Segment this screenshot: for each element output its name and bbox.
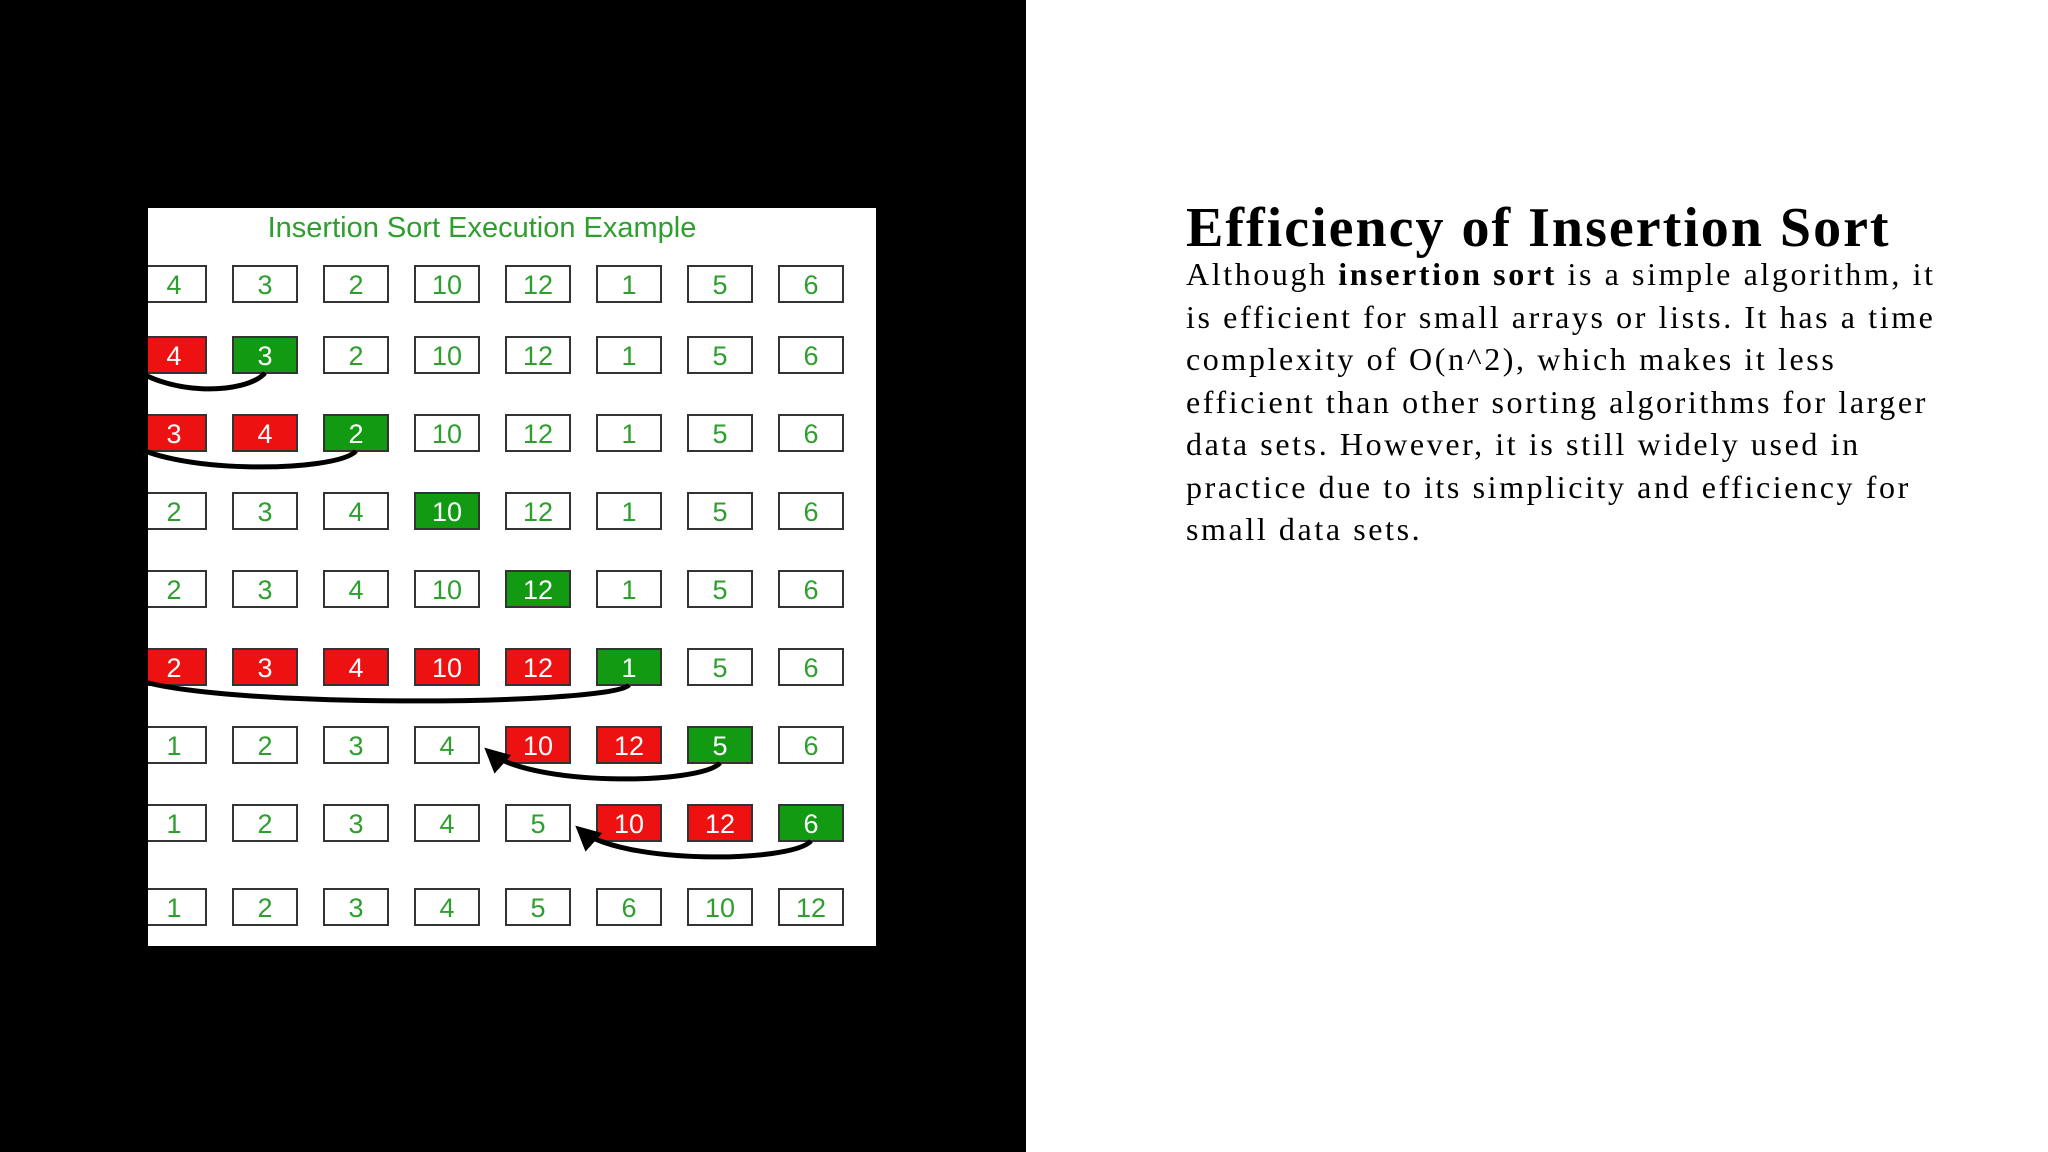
array-cell-value: 5 bbox=[712, 653, 728, 683]
array-cell-value: 1 bbox=[166, 809, 182, 839]
array-cell-value: 6 bbox=[803, 575, 819, 605]
array-cell-value: 4 bbox=[348, 575, 364, 605]
array-cell-value: 12 bbox=[613, 731, 645, 761]
array-row-8 bbox=[148, 805, 843, 857]
body-text-rest: is a simple algorithm, it is efficient for small arrays or lists. It has a time complexity of O(n^2), which makes it less efficient than other sorting algorithms for larger data sets. However, it is still widely used in practice due to its simplicity and efficiency for small data sets. bbox=[1186, 256, 1936, 547]
array-cell-value: 2 bbox=[348, 270, 364, 300]
array-cell-value: 10 bbox=[522, 731, 554, 761]
array-cell-value: 4 bbox=[166, 341, 182, 371]
array-cell-value: 10 bbox=[431, 575, 463, 605]
array-cell-value: 6 bbox=[803, 419, 819, 449]
insertion-sort-diagram bbox=[148, 208, 876, 946]
array-cell-value: 3 bbox=[257, 341, 273, 371]
array-cell-value: 12 bbox=[522, 419, 554, 449]
array-cell-value: 5 bbox=[530, 893, 546, 923]
array-cell-value: 6 bbox=[621, 893, 637, 923]
array-cell-value: 10 bbox=[431, 497, 463, 527]
array-cell-value: 12 bbox=[522, 575, 554, 605]
array-cell-value: 2 bbox=[348, 341, 364, 371]
array-cell-value: 6 bbox=[803, 653, 819, 683]
array-cell-value: 4 bbox=[348, 497, 364, 527]
array-cell-value: 6 bbox=[803, 809, 819, 839]
text-panel bbox=[1186, 190, 1946, 551]
array-cell-value: 2 bbox=[348, 419, 364, 449]
array-cell-value: 10 bbox=[704, 893, 736, 923]
slide-body-text bbox=[1186, 253, 1946, 551]
array-cell-value: 3 bbox=[166, 419, 182, 449]
array-cell-value: 10 bbox=[431, 270, 463, 300]
array-cell-value: 12 bbox=[522, 341, 554, 371]
array-cell-value: 1 bbox=[621, 575, 637, 605]
array-row-6 bbox=[148, 649, 843, 701]
array-cell-value: 10 bbox=[431, 419, 463, 449]
array-cell-value: 6 bbox=[803, 731, 819, 761]
array-cell-value: 10 bbox=[431, 341, 463, 371]
array-cell-value: 5 bbox=[712, 419, 728, 449]
array-cell-value: 2 bbox=[166, 575, 182, 605]
array-cell-value: 12 bbox=[522, 497, 554, 527]
array-cell-value: 2 bbox=[166, 497, 182, 527]
array-cell-value: 6 bbox=[803, 341, 819, 371]
array-cell-value: 3 bbox=[257, 575, 273, 605]
array-cell-value: 4 bbox=[439, 731, 455, 761]
array-row-5 bbox=[148, 571, 843, 607]
array-cell-value: 5 bbox=[712, 497, 728, 527]
array-cell-value: 12 bbox=[522, 653, 554, 683]
array-cell-value: 6 bbox=[803, 497, 819, 527]
array-row-2 bbox=[148, 337, 843, 389]
array-cell-value: 3 bbox=[257, 497, 273, 527]
array-cell-value: 6 bbox=[803, 270, 819, 300]
array-cell-value: 4 bbox=[439, 893, 455, 923]
array-cell-value: 1 bbox=[621, 419, 637, 449]
figure-title: Insertion Sort Execution Example bbox=[267, 212, 697, 244]
array-cell-value: 2 bbox=[257, 731, 273, 761]
array-cell-value: 10 bbox=[613, 809, 645, 839]
array-cell-value: 12 bbox=[522, 270, 554, 300]
array-cell-value: 1 bbox=[621, 270, 637, 300]
array-cell-value: 1 bbox=[621, 497, 637, 527]
body-text-start: Although bbox=[1186, 256, 1339, 292]
array-cell-value: 1 bbox=[166, 731, 182, 761]
slide-heading: Efficiency of Insertion Sort bbox=[1186, 197, 1891, 259]
array-cell-value: 3 bbox=[348, 893, 364, 923]
array-cell-value: 3 bbox=[257, 270, 273, 300]
array-cell-value: 4 bbox=[439, 809, 455, 839]
array-cell-value: 5 bbox=[712, 575, 728, 605]
array-cell-value: 4 bbox=[166, 270, 182, 300]
array-cell-value: 5 bbox=[712, 341, 728, 371]
array-cell-value: 1 bbox=[166, 893, 182, 923]
array-cell-value: 12 bbox=[795, 893, 827, 923]
array-cell-value: 3 bbox=[348, 731, 364, 761]
array-cell-value: 5 bbox=[712, 270, 728, 300]
array-cell-value: 12 bbox=[704, 809, 736, 839]
array-cell-value: 1 bbox=[621, 653, 637, 683]
array-row-4 bbox=[148, 493, 843, 529]
array-cell-value: 10 bbox=[431, 653, 463, 683]
insertion-sort-figure bbox=[148, 208, 876, 946]
array-cell-value: 5 bbox=[712, 731, 728, 761]
array-cell-value: 2 bbox=[257, 809, 273, 839]
array-cell-value: 2 bbox=[166, 653, 182, 683]
body-text-bold-term: insertion sort bbox=[1338, 256, 1557, 292]
array-row-3 bbox=[148, 415, 843, 467]
array-cell-value: 3 bbox=[348, 809, 364, 839]
array-cell-value: 5 bbox=[530, 809, 546, 839]
array-cell-value: 4 bbox=[257, 419, 273, 449]
array-cell-value: 2 bbox=[257, 893, 273, 923]
array-cell-value: 4 bbox=[348, 653, 364, 683]
array-row-7 bbox=[148, 727, 843, 779]
array-cell-value: 1 bbox=[621, 341, 637, 371]
array-row-1 bbox=[148, 266, 843, 302]
array-row-9 bbox=[148, 889, 843, 925]
array-cell-value: 3 bbox=[257, 653, 273, 683]
